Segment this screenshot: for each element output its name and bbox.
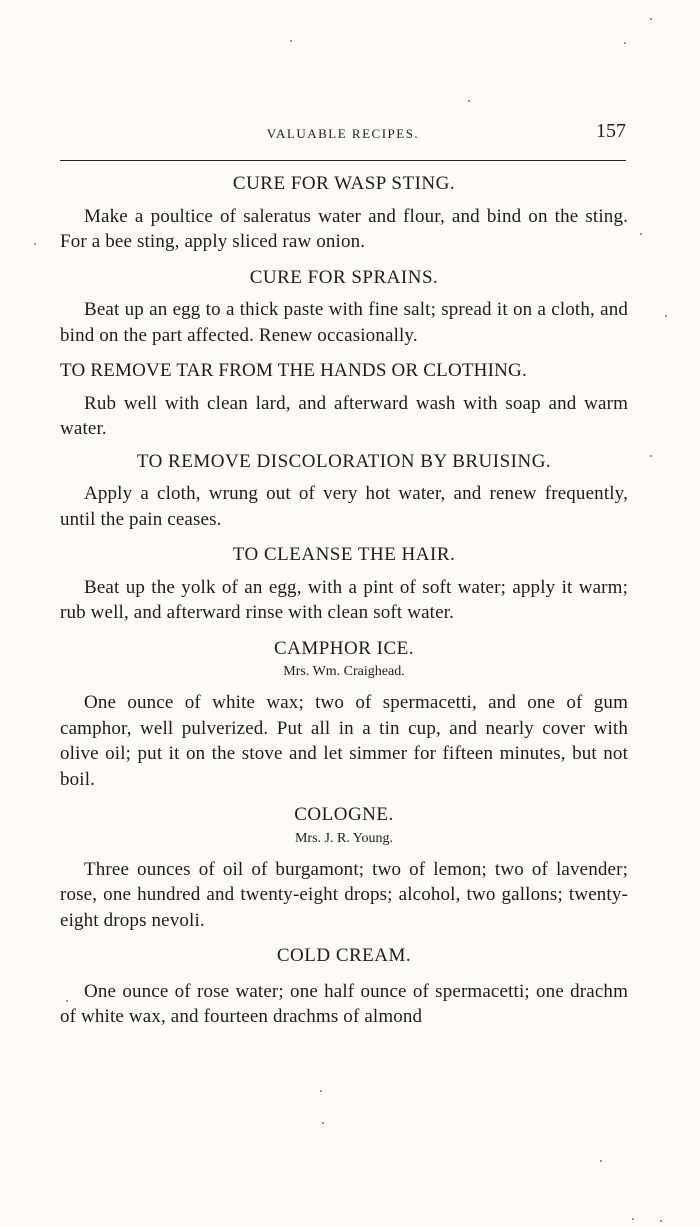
recipe-body: Three ounces of oil of burgamont; two of lemon; two of lavender; rose, one hundred and twenty-eight drops; alcohol, two gallons; twenty-eight drops nevoli.	[60, 858, 628, 931]
recipe-author: Mrs. Wm. Craighead.	[283, 664, 405, 679]
scan-speck	[650, 18, 652, 20]
scan-speck	[322, 1122, 324, 1124]
recipe-title: COLOGNE.	[294, 804, 394, 825]
scan-speck	[34, 243, 36, 245]
recipe-title: COLD CREAM.	[276, 945, 412, 966]
scan-speck	[320, 1090, 322, 1092]
recipe-body: Rub well with clean lard, and afterward wash with soap and warm water.	[60, 392, 628, 439]
scan-speck	[468, 100, 470, 102]
recipe-body: Beat up an egg to a thick paste with fine salt; spread it on a cloth, and bind on the part affected. Renew occasionally.	[60, 299, 628, 346]
recipe-body: Beat up the yolk of an egg, with a pint of soft water; apply it warm; rub well, and afterward rinse with clean soft water.	[60, 576, 628, 623]
recipe-body: Make a poultice of saleratus water and flour, and bind on the sting. For a bee sting, apply sliced raw onion.	[60, 205, 628, 252]
scan-speck	[640, 233, 642, 235]
recipe-title: CURE FOR SPRAINS.	[249, 266, 439, 288]
running-title: VALUABLE RECIPES.	[266, 126, 420, 141]
scan-speck	[650, 455, 652, 457]
recipe-title: TO REMOVE DISCOLORATION BY BRUISING.	[136, 450, 552, 472]
scan-speck	[624, 42, 626, 44]
recipe-body: One ounce of rose water; one half ounce of spermacetti; one drachm of white wax, and fourteen drachms of almond	[60, 980, 628, 1027]
scan-speck	[632, 1218, 634, 1220]
recipe-body: One ounce of white wax; two of spermacetti, and one of gum camphor, well pulverized. Put all in a tin cup, and nearly cover with olive oil; put it on the stove and let simmer for fifteen minutes, but not boil.	[60, 692, 628, 790]
recipe-list	[60, 171, 628, 1030]
scan-speck	[290, 40, 292, 42]
recipe-title: CAMPHOR ICE.	[273, 637, 415, 659]
recipe-body: Apply a cloth, wrung out of very hot water, and renew frequently, until the pain ceases.	[60, 483, 628, 530]
header-rule	[60, 160, 626, 161]
recipe-title: TO REMOVE TAR FROM THE HANDS OR CLOTHING.	[60, 360, 527, 381]
scan-speck	[66, 1000, 68, 1002]
running-head	[60, 120, 626, 144]
scan-speck	[665, 315, 667, 317]
scan-speck	[600, 1160, 602, 1162]
scan-speck	[660, 1220, 662, 1222]
recipe-title: TO CLEANSE THE HAIR.	[232, 544, 456, 565]
page-number: 157	[596, 120, 626, 142]
recipe-title: CURE FOR WASP STING.	[232, 173, 456, 194]
recipe-author: Mrs. J. R. Young.	[294, 830, 394, 846]
